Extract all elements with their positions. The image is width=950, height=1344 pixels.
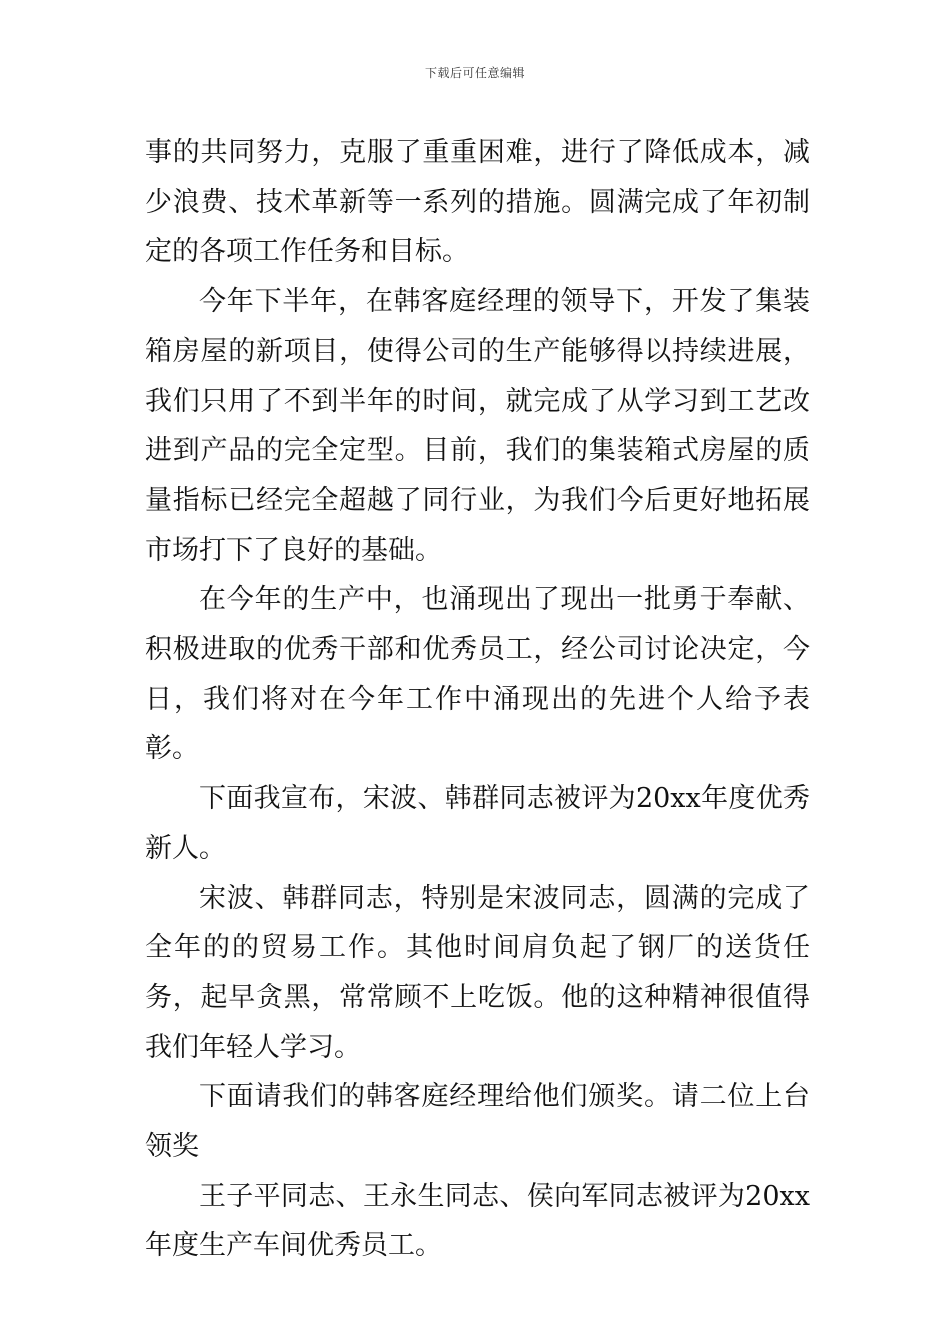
paragraph-2: 今年下半年，在韩客庭经理的领导下，开发了集装箱房屋的新项目，使得公司的生产能够得以持续进展，我们只用了不到半年的时间，就完成了从学习到工艺改进到产品的完全定型。目前，我们的集装箱式房屋的质量指标已经完全超越了同行业，为我们今后更好地拓展市场打下了良好的基础。	[145, 286, 810, 566]
paragraph-3: 在今年的生产中，也涌现出了现出一批勇于奉献、积极进取的优秀干部和优秀员工，经公司讨论决定，今日，我们将对在今年工作中涌现出的先进个人给予表彰。	[145, 584, 810, 765]
paragraph-6: 下面请我们的韩客庭经理给他们颁奖。请二位上台领奖	[145, 1081, 810, 1163]
paragraph-5: 宋波、韩群同志，特别是宋波同志，圆满的完成了全年的的贸易工作。其他时间肩负起了钢厂的送货任务，起早贪黑，常常顾不上吃饭。他的这种精神很值得我们年轻人学习。	[145, 882, 810, 1063]
paragraph-1: 事的共同努力，克服了重重困难，进行了降低成本，减少浪费、技术革新等一系列的措施。圆满完成了年初制定的各项工作任务和目标。	[145, 137, 810, 268]
paragraph-4: 下面我宣布，宋波、韩群同志被评为20xx年度优秀新人。	[145, 783, 810, 864]
document-body	[145, 128, 810, 1271]
page-header: 下载后可任意编辑	[424, 66, 525, 80]
paragraph-7: 王子平同志、王永生同志、侯向军同志被评为20xx年度生产车间优秀员工。	[145, 1180, 810, 1262]
